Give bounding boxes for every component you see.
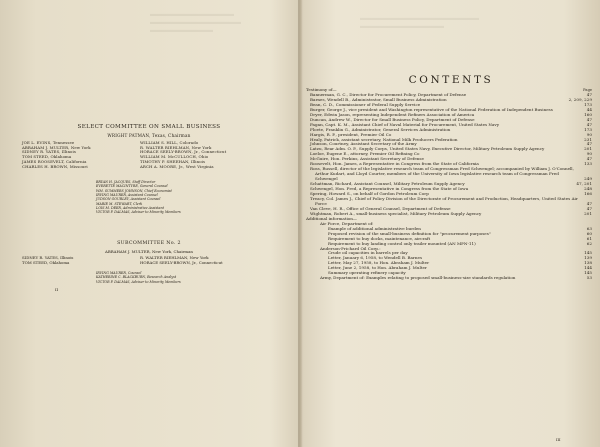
- toc-entry-page: 47: [586, 141, 592, 147]
- toc-entry-text: Van Cleve, H. R., Office of General Counsel, Department of Defense: [310, 205, 451, 211]
- staff-line: IRVING MAURER, Assistant Counsel: [96, 193, 158, 198]
- left-page: [0, 0, 298, 447]
- toc-entry-text: Latzu, Rear Adm. O. P., Supply Corps, United States Navy, Executive Director, Military Petroleum Supply Agency: [310, 146, 545, 152]
- toc-entry-text: Air Force, Department of:: [320, 220, 374, 226]
- toc-entry-page: 44: [586, 106, 592, 112]
- page-number-right: III: [556, 437, 561, 442]
- toc-entry-text: Requirement to buy landing control only trailer mounted (AN MPN-11): [328, 240, 476, 246]
- committee-staff: [96, 180, 181, 215]
- toc-entry-text: Duncan, Andrew W., Director for Small Business Policy, Department of Defense: [310, 116, 475, 122]
- toc-heading: Testimony of—: [306, 87, 337, 92]
- staff-line: EVERETTE MACINTYRE, General Counsel: [96, 184, 168, 189]
- toc-entry-page: 61: [586, 235, 592, 241]
- toc-entry-text: Loeloe, Eugene E., attorney, Premier Oil Refining Co: [310, 151, 420, 157]
- subcommittee-members: [22, 256, 292, 265]
- toc-entry-page: 139: [584, 255, 592, 261]
- toc-entry-page: 249: [584, 176, 592, 182]
- staff-line: VICTOR P. DALMAS, Adviser to Minority Members: [96, 279, 181, 284]
- toc-entry-page: 60: [586, 230, 592, 236]
- toc-entry-text: Roosevelt, Hon. James, a Representative in Congress from the State of California: [310, 161, 479, 167]
- toc-entry-page: 173: [584, 101, 592, 107]
- toc-entry-text: Anderson-Prichard Oil Corp.:: [320, 245, 381, 251]
- toc-entry-text: Hargis, R. P., president, Premier Oil Co: [310, 131, 392, 137]
- toc-entry: [302, 212, 592, 217]
- page-column-header: Page: [583, 88, 592, 92]
- toc-entry-page: 145: [584, 250, 592, 256]
- member-row: SIDNEY R. YATES, Illinois HORACE SEELY-BROWN, Jr., Connecticut: [22, 149, 227, 155]
- toc-entry-text: Army, Department of: Examples relating to proposed small-business-size standards regulation: [320, 275, 516, 281]
- staff-line: VICTOR P. DALMAS, Adviser to Minority Members: [96, 210, 181, 215]
- toc-entry-text: Letter, January 6, 1958, to Wendell B. Barnes: [328, 255, 423, 261]
- toc-entry-page: 173: [584, 126, 592, 132]
- member-row: TOM STEED, Oklahoma HORACE SEELY-BROWN, Jr., Connecticut: [22, 259, 223, 265]
- contents-title: CONTENTS: [408, 74, 494, 86]
- member-row: SIDNEY R. YATES, Illinois R. WALTER RIEHLMAN, New York: [22, 255, 209, 260]
- toc-entry-page: 47: [586, 200, 592, 206]
- member-row: ABRAHAM J. MULTER, New York R. WALTER RIEHLMAN, New York: [22, 144, 212, 150]
- member-row: JOE L. EVINS, Tennessee WILLIAM S. HILL, Colorado: [22, 140, 199, 145]
- toc-entry: [302, 276, 592, 281]
- toc-entry-text: Barnes, Wendell B., Administrator, Small Business Administration: [310, 96, 447, 102]
- staff-line: KATHERINE C. BLACKBURN, Research Analyst: [96, 275, 177, 280]
- toc-entry-text: Proposed revision of the small-business definition for "procurement purposes": [328, 230, 491, 236]
- member-row: JAMES ROOSEVELT, California TIMOTHY P. SHEEHAN, Illinois: [22, 158, 206, 164]
- toc-entry-text: Bannerman, G. C., Director for Procurement Policy, Department of Defense: [310, 91, 467, 97]
- toc-entry-page: 133: [584, 161, 592, 167]
- page-number-left: II: [55, 287, 59, 292]
- toc-entry-text: Floete, Franklin G., Administrator, General Services Administration: [310, 126, 451, 132]
- toc-entry-page: 47: [586, 121, 592, 127]
- toc-entry-text: Spering, Howard S., on behalf of Gordon Petroleum Corp: [310, 191, 429, 197]
- toc-additional-entries: [302, 222, 592, 281]
- toc-entry-page: 201: [584, 210, 592, 216]
- toc-entry-text: Ross, Russell, director of the legislative research team of Congressman Fred Schwengel; accompanied by William J. O'Connell, Arthur Kudart, and Lloyd Courter, members of the University of Iowa legislative research team of Congressman Fred Schwengel: [310, 166, 574, 182]
- staff-line: WM. SUMMERS JOHNSON, Chief Economist: [96, 188, 172, 193]
- toc-entry-page: 138: [584, 260, 592, 266]
- toc-entry-text: Letter, June 2, 1958, to Hon. Abraham J. Multer: [328, 265, 427, 271]
- toc-heading: Additional information—: [306, 215, 357, 221]
- subcommittee-staff: [96, 271, 181, 284]
- table-of-contents: [302, 88, 592, 281]
- toc-entry-text: Crude oil capacities in barrels per day: [328, 250, 408, 256]
- toc-entry-page: 160: [584, 111, 592, 117]
- toc-entry-page: 47: [586, 205, 592, 211]
- toc-entry-page: 47: [586, 116, 592, 122]
- toc-entry-page: 63: [586, 225, 592, 231]
- toc-entry-page: 47: [586, 156, 592, 162]
- toc-entry: [302, 167, 592, 182]
- toc-entry-page: 90: [586, 151, 592, 157]
- toc-entry-page: 47, 201: [576, 181, 592, 187]
- toc-entry-text: Schattman, Richard, Assistant Counsel, Military Petroleum Supply Agency: [310, 181, 465, 187]
- committee-title: SELECT COMMITTEE ON SMALL BUSINESS: [77, 124, 221, 130]
- toc-entry-page: 90: [586, 131, 592, 137]
- toc-entry-text: Bean, C. D., Commissioner of Federal Supply Service: [310, 101, 421, 107]
- toc-entry-page: 144: [584, 265, 592, 271]
- toc-entry-page: 62: [586, 240, 592, 246]
- toc-entry-page: 53: [586, 275, 592, 281]
- member-row: CHARLES H. BROWN, Missouri ARCH A. MOORE, Jr., West Virginia: [22, 163, 214, 169]
- toc-entry-text: Wightman, Robert A., small-business specialist, Military Petroleum Supply Agency: [310, 210, 482, 216]
- staff-line: IRVING MAURER, Counsel: [96, 271, 142, 275]
- toc-entry-text: Fagan, Capt. K. M., Assistant Chief of Naval Material for Procurement, United States Navy: [310, 121, 500, 127]
- staff-line: LOIS M. DEER, Administrative Assistant: [96, 206, 164, 211]
- toc-entry-text: Letter, May 27, 1958, to Hon. Abraham J. Multer: [328, 260, 430, 266]
- toc-entry-page: 47: [586, 91, 592, 97]
- toc-entry-text: Johnson, Courtney, Assistant Secretary of the Army: [310, 141, 417, 147]
- staff-line: MARIE M. STEWART, Clerk: [96, 201, 143, 206]
- staff-line: BRYAN H. JACQUES, Staff Director: [96, 180, 156, 184]
- toc-entry-text: Burger, George J., vice president and Washington representative of the National Federation of Independent Business: [310, 106, 553, 112]
- toc-entry-text: Schwengel, Hon. Fred, a Representative in Congress from the State of Iowa: [310, 186, 469, 192]
- toc-entry-text: Example of additional administrative burden: [328, 225, 421, 231]
- toc-entry-text: Summary operating refinery capacity: [328, 270, 406, 276]
- toc-entry-text: Treacy, Col. James J., Chief of Policy Division of the Directorate of Procurement and Production, Headquarters, United States Air Force: [310, 195, 578, 206]
- staff-line: JUDSON GOURLEY, Assistant Counsel: [96, 197, 161, 202]
- committee-chairman: WRIGHT PATMAN, Texas, Chairman: [107, 133, 191, 138]
- toc-entry-page: 166: [584, 191, 592, 197]
- subcommittee-title: SUBCOMMITTEE No. 2: [117, 241, 181, 246]
- toc-entry-page: 2, 209, 229: [568, 96, 592, 102]
- toc-entry-page: 145: [584, 270, 592, 276]
- toc-entries: [302, 93, 592, 217]
- toc-entry-page: 201: [584, 146, 592, 152]
- toc-entry-text: Dryer, Edwin Jason, representing Independent Refiners Association of America: [310, 111, 475, 117]
- toc-entry-text: Requirement to buy docks, maintenance, aircraft: [328, 235, 431, 241]
- toc-entry-text: McGuire, Hon. Perkins, Assistant Secretary of Defense: [310, 156, 424, 162]
- committee-members: [22, 141, 292, 169]
- bleed-through-text: ▬▬▬▬▬▬▬▬▬▬▬▬ ▬▬▬▬▬▬▬▬▬▬▬▬▬ ▬▬▬▬▬▬▬▬▬: [150, 10, 241, 34]
- toc-entry-page: 231: [584, 136, 592, 142]
- subcommittee-chairman: ABRAHAM J. MULTER, New York, Chairman: [105, 249, 193, 254]
- toc-entry-text: Healy, Patrick, assistant secretary, National Milk Producers Federation: [310, 136, 458, 142]
- bleed-through-text-right: ▬▬▬▬▬▬▬▬▬▬▬▬▬▬▬▬▬ ▬▬▬▬▬▬▬▬▬▬▬▬: [360, 14, 479, 30]
- toc-entry-page: 248: [584, 186, 592, 192]
- member-row: TOM STEED, Oklahoma WILLIAM M. McCULLOCH, Ohio: [22, 154, 209, 160]
